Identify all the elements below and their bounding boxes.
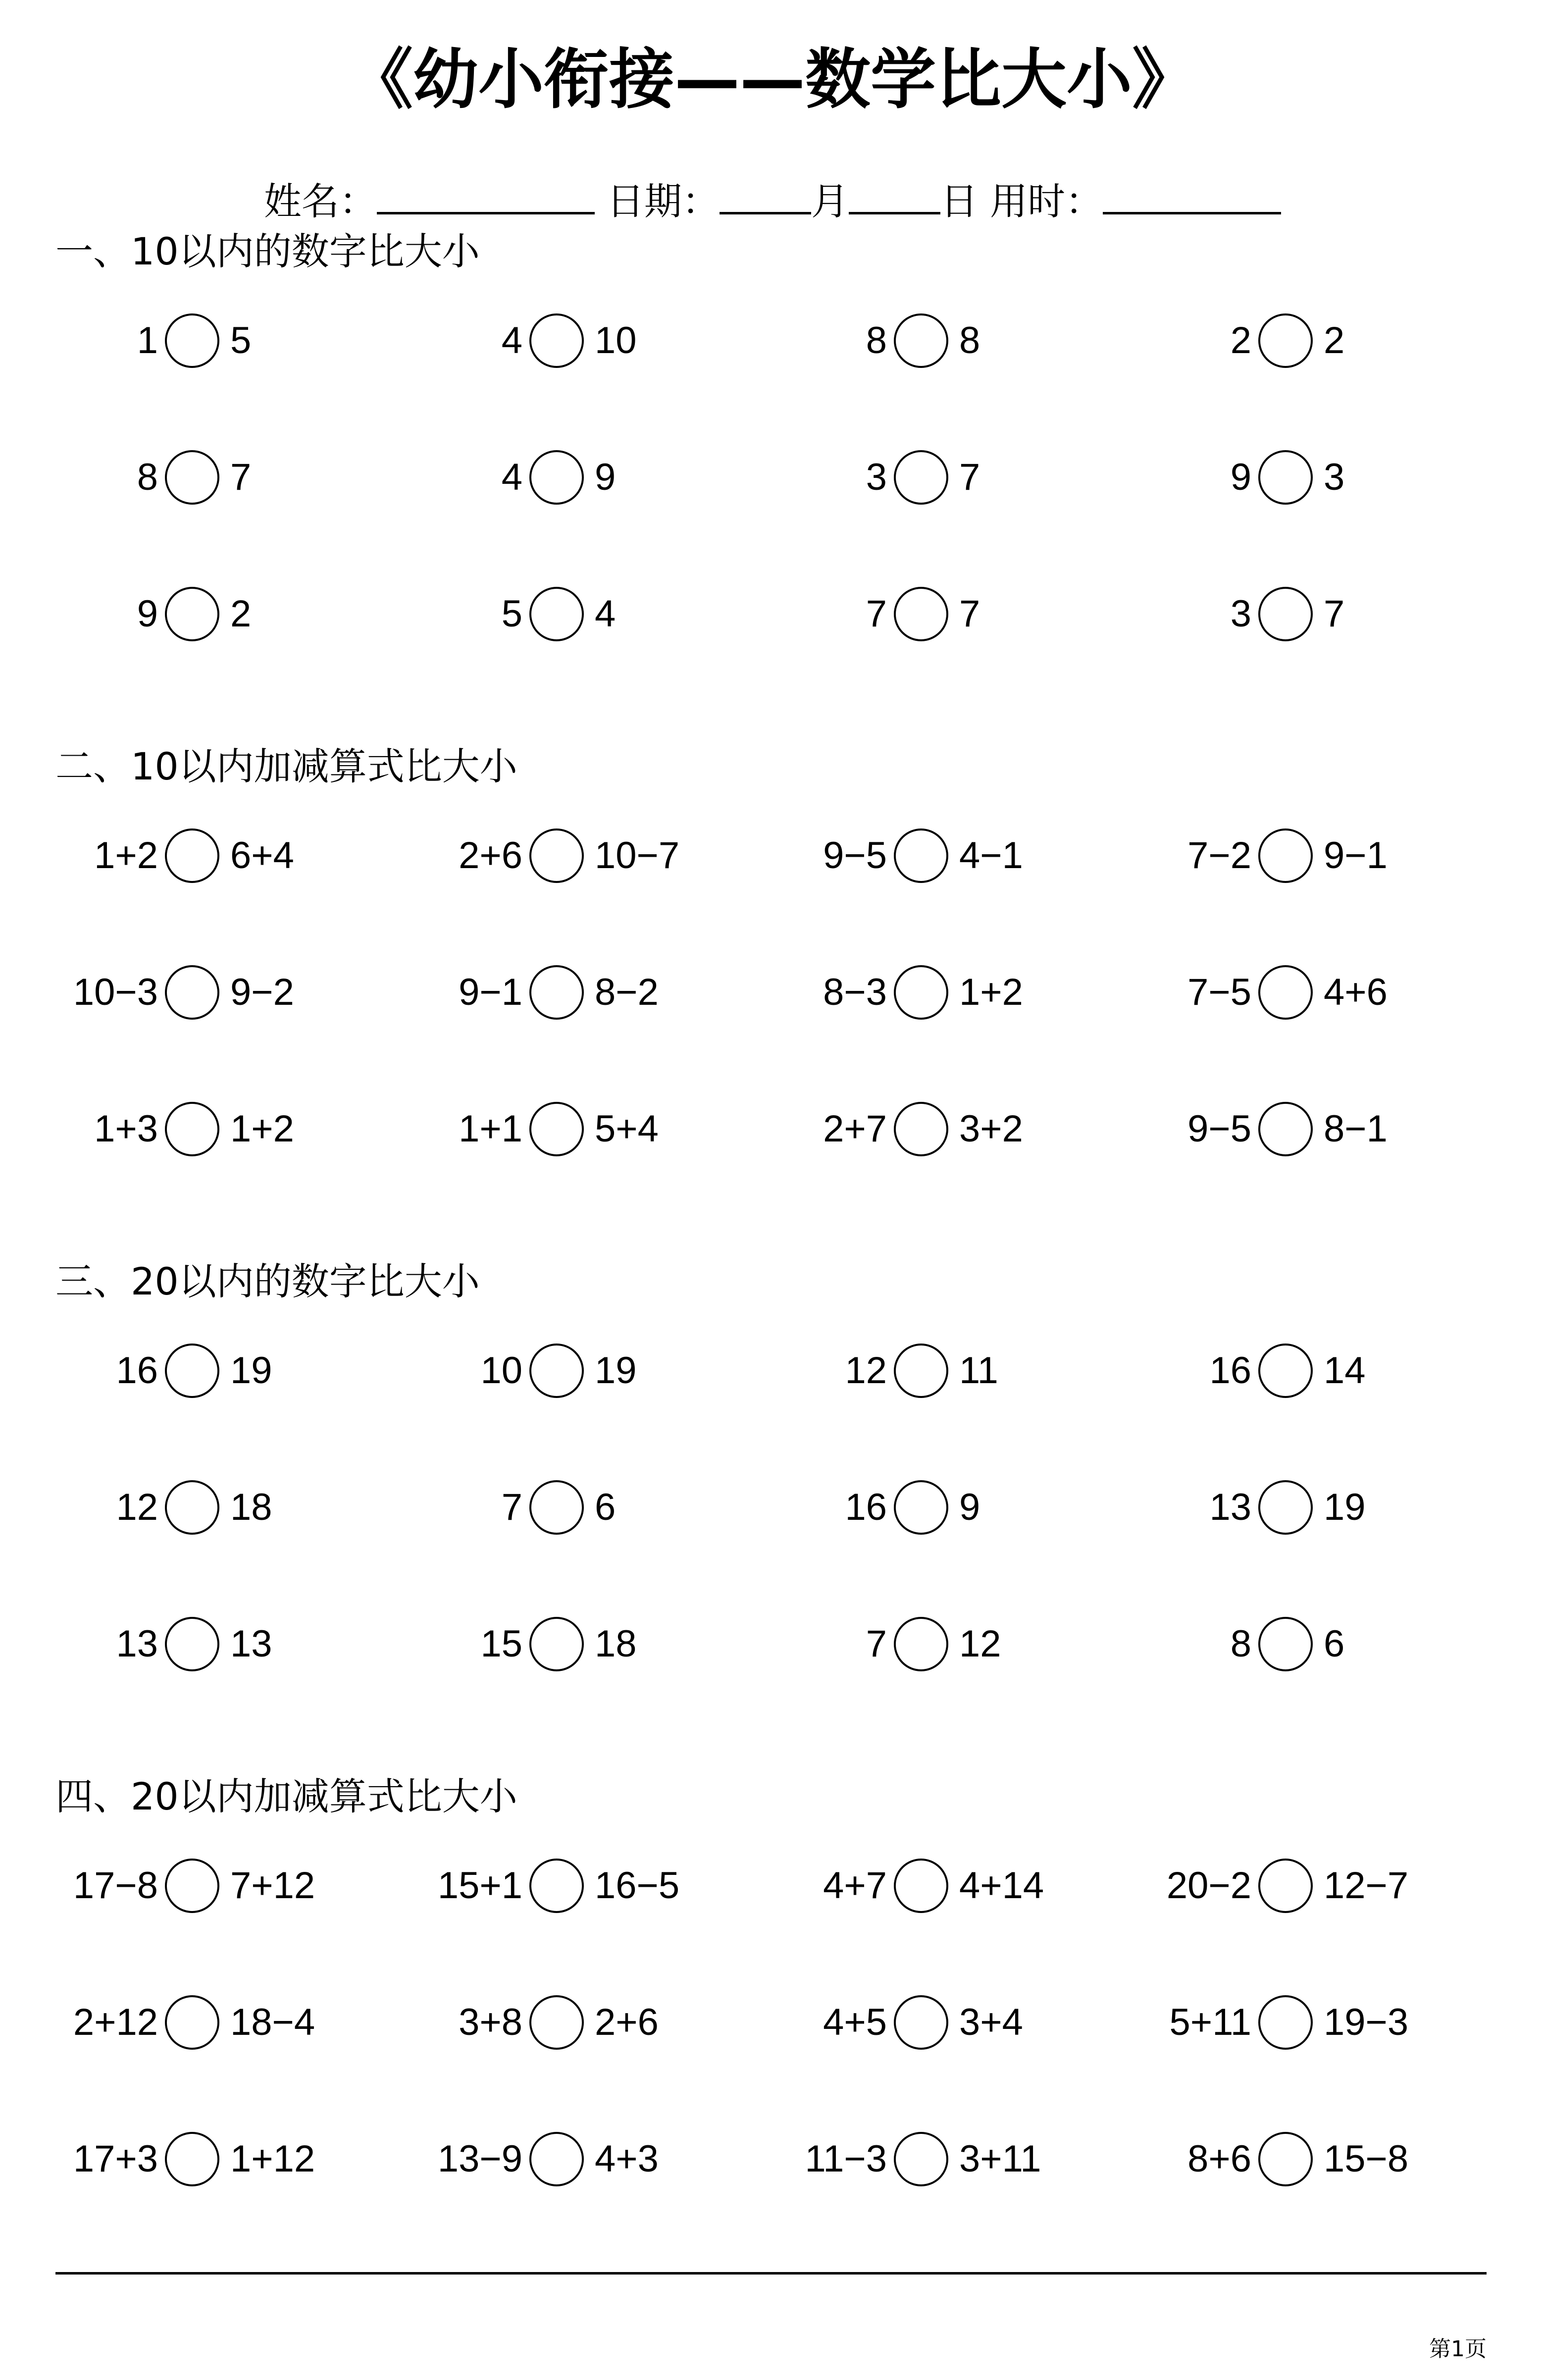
comparison-problem [1200, 1614, 1447, 1674]
answer-circle[interactable] [165, 828, 219, 883]
comparison-problem [835, 1478, 1083, 1537]
answer-circle[interactable] [894, 313, 948, 368]
answer-circle[interactable] [1258, 1995, 1313, 2050]
right-operand: 18 [230, 1486, 272, 1528]
right-operand: 16−5 [595, 1864, 680, 1907]
comparison-problem [471, 311, 719, 370]
right-operand: 3+11 [959, 2138, 1041, 2180]
right-operand: 15−8 [1324, 2138, 1409, 2180]
date-label: 日期： [607, 179, 720, 223]
comparison-problem [835, 448, 1083, 507]
answer-circle[interactable] [1258, 1617, 1313, 1671]
comparison-problem [1166, 1856, 1447, 1915]
comparison-problem [106, 1341, 354, 1400]
right-operand: 4+6 [1324, 971, 1388, 1013]
left-operand: 10 [480, 1349, 522, 1392]
left-operand: 5+11 [1169, 2001, 1251, 2043]
comparison-problem [73, 963, 354, 1022]
comparison-problem [471, 584, 719, 644]
left-operand: 9 [137, 593, 158, 635]
left-operand: 8 [866, 319, 887, 362]
answer-circle[interactable] [894, 828, 948, 883]
comparison-problem [835, 1614, 1083, 1674]
comparison-problem [106, 584, 354, 644]
comparison-problem [1187, 826, 1447, 885]
time-blank[interactable] [1103, 177, 1281, 214]
left-operand: 13 [1209, 1486, 1251, 1528]
right-operand: 2 [230, 593, 252, 635]
comparison-problem [823, 1993, 1083, 2052]
right-operand: 4 [595, 593, 616, 635]
right-operand: 11 [959, 1349, 998, 1392]
comparison-problem [1200, 1341, 1447, 1400]
right-operand: 9−2 [230, 971, 294, 1013]
right-operand: 3+4 [959, 2001, 1023, 2043]
left-operand: 16 [1209, 1349, 1251, 1392]
month-blank[interactable] [720, 177, 811, 214]
answer-circle[interactable] [894, 965, 948, 1020]
answer-circle[interactable] [529, 2132, 584, 2186]
answer-circle[interactable] [165, 1859, 219, 1913]
left-operand: 8 [1230, 1623, 1251, 1665]
answer-circle[interactable] [165, 587, 219, 641]
right-operand: 9−1 [1324, 834, 1388, 877]
right-operand: 19 [230, 1349, 272, 1392]
comparison-problem [1187, 1099, 1447, 1159]
right-operand: 8 [959, 319, 980, 362]
left-operand: 12 [845, 1349, 887, 1392]
right-operand: 18−4 [230, 2001, 315, 2043]
footer-divider [55, 2272, 1487, 2275]
comparison-problem [73, 1993, 354, 2052]
right-operand: 7 [959, 456, 980, 498]
right-operand: 10 [595, 319, 637, 362]
right-operand: 19 [1324, 1486, 1366, 1528]
answer-circle[interactable] [1258, 587, 1313, 641]
answer-circle[interactable] [165, 1617, 219, 1671]
section-title: 三、20以内的数字比大小 [55, 1259, 480, 1303]
answer-circle[interactable] [894, 1995, 948, 2050]
comparison-problem [459, 963, 719, 1022]
answer-circle[interactable] [165, 1995, 219, 2050]
right-operand: 5+4 [595, 1108, 659, 1150]
answer-circle[interactable] [1258, 1102, 1313, 1156]
right-operand: 12−7 [1324, 1864, 1409, 1907]
left-operand: 1+1 [459, 1108, 522, 1150]
answer-circle[interactable] [1258, 450, 1313, 505]
right-operand: 9 [959, 1486, 980, 1528]
time-label: 用时： [990, 179, 1103, 223]
answer-circle[interactable] [894, 2132, 948, 2186]
comparison-problem [471, 1478, 719, 1537]
answer-circle[interactable] [894, 450, 948, 505]
comparison-problem [459, 826, 719, 885]
right-operand: 2 [1324, 319, 1345, 362]
left-operand: 15+1 [437, 1864, 522, 1907]
right-operand: 4+14 [959, 1864, 1044, 1907]
left-operand: 7 [866, 1623, 887, 1665]
comparison-problem [1169, 1993, 1447, 2052]
answer-circle[interactable] [529, 1995, 584, 2050]
right-operand: 1+12 [230, 2138, 315, 2180]
left-operand: 9−5 [1187, 1108, 1251, 1150]
answer-circle[interactable] [165, 313, 219, 368]
answer-circle[interactable] [529, 1617, 584, 1671]
comparison-problem [459, 1099, 719, 1159]
comparison-problem [437, 2129, 719, 2189]
comparison-problem [94, 826, 354, 885]
left-operand: 4+5 [823, 2001, 887, 2043]
name-blank[interactable] [377, 177, 595, 214]
left-operand: 17+3 [73, 2138, 158, 2180]
right-operand: 13 [230, 1623, 272, 1665]
comparison-problem [73, 1856, 354, 1915]
comparison-problem [1200, 311, 1447, 370]
section-title: 二、10以内加减算式比大小 [55, 744, 517, 788]
section-title: 一、10以内的数字比大小 [55, 229, 480, 273]
left-operand: 7−2 [1187, 834, 1251, 877]
left-operand: 3+8 [459, 2001, 522, 2043]
right-operand: 6 [595, 1486, 616, 1528]
left-operand: 2+6 [459, 834, 522, 877]
left-operand: 11−3 [805, 2138, 887, 2180]
left-operand: 8−3 [823, 971, 887, 1013]
answer-circle[interactable] [894, 1344, 948, 1398]
answer-circle[interactable] [165, 1480, 219, 1535]
left-operand: 16 [116, 1349, 158, 1392]
right-operand: 7 [230, 456, 252, 498]
left-operand: 3 [866, 456, 887, 498]
page-number: 第1页 [1429, 2336, 1487, 2362]
right-operand: 8−2 [595, 971, 659, 1013]
comparison-problem [106, 1478, 354, 1537]
answer-circle[interactable] [529, 1480, 584, 1535]
right-operand: 4+3 [595, 2138, 659, 2180]
answer-circle[interactable] [165, 450, 219, 505]
right-operand: 9 [595, 456, 616, 498]
comparison-problem [106, 1614, 354, 1674]
comparison-problem [471, 448, 719, 507]
right-operand: 10−7 [595, 834, 680, 877]
right-operand: 19 [595, 1349, 637, 1392]
right-operand: 6+4 [230, 834, 294, 877]
left-operand: 1+2 [94, 834, 158, 877]
right-operand: 5 [230, 319, 252, 362]
left-operand: 7−5 [1187, 971, 1251, 1013]
left-operand: 5 [501, 593, 522, 635]
comparison-problem [471, 1614, 719, 1674]
comparison-problem [437, 1856, 719, 1915]
left-operand: 4 [501, 319, 522, 362]
right-operand: 6 [1324, 1623, 1345, 1665]
right-operand: 2+6 [595, 2001, 659, 2043]
comparison-problem [1187, 963, 1447, 1022]
right-operand: 3+2 [959, 1108, 1023, 1150]
answer-circle[interactable] [894, 1859, 948, 1913]
answer-circle[interactable] [894, 1617, 948, 1671]
comparison-problem [1200, 448, 1447, 507]
answer-circle[interactable] [529, 587, 584, 641]
left-operand: 3 [1230, 593, 1251, 635]
comparison-problem [835, 584, 1083, 644]
answer-circle[interactable] [165, 1344, 219, 1398]
answer-circle[interactable] [165, 2132, 219, 2186]
left-operand: 2 [1230, 319, 1251, 362]
comparison-problem [73, 2129, 354, 2189]
answer-circle[interactable] [1258, 1344, 1313, 1398]
answer-circle[interactable] [529, 1102, 584, 1156]
answer-circle[interactable] [1258, 313, 1313, 368]
left-operand: 7 [866, 593, 887, 635]
section-title: 四、20以内加减算式比大小 [55, 1774, 517, 1818]
answer-circle[interactable] [1258, 828, 1313, 883]
name-label: 姓名： [263, 179, 377, 223]
left-operand: 17−8 [73, 1864, 158, 1907]
left-operand: 20−2 [1166, 1864, 1251, 1907]
left-operand: 13−9 [437, 2138, 522, 2180]
answer-circle[interactable] [894, 1102, 948, 1156]
answer-circle[interactable] [1258, 965, 1313, 1020]
right-operand: 1+2 [230, 1108, 294, 1150]
answer-circle[interactable] [1258, 2132, 1313, 2186]
answer-circle[interactable] [1258, 1480, 1313, 1535]
right-operand: 3 [1324, 456, 1345, 498]
left-operand: 10−3 [73, 971, 158, 1013]
comparison-problem [835, 311, 1083, 370]
left-operand: 9 [1230, 456, 1251, 498]
right-operand: 8−1 [1324, 1108, 1388, 1150]
month-label: 月 [811, 179, 849, 223]
right-operand: 7+12 [230, 1864, 315, 1907]
right-operand: 18 [595, 1623, 637, 1665]
answer-circle[interactable] [529, 965, 584, 1020]
left-operand: 12 [116, 1486, 158, 1528]
comparison-problem [823, 826, 1083, 885]
right-operand: 4−1 [959, 834, 1023, 877]
comparison-problem [459, 1993, 719, 2052]
day-blank[interactable] [849, 177, 940, 214]
comparison-problem [1187, 2129, 1447, 2189]
left-operand: 13 [116, 1623, 158, 1665]
student-info [0, 177, 1545, 223]
answer-circle[interactable] [529, 313, 584, 368]
left-operand: 1 [137, 319, 158, 362]
answer-circle[interactable] [1258, 1859, 1313, 1913]
left-operand: 7 [501, 1486, 522, 1528]
right-operand: 19−3 [1324, 2001, 1409, 2043]
left-operand: 4+7 [823, 1864, 887, 1907]
left-operand: 15 [480, 1623, 522, 1665]
left-operand: 9−1 [459, 971, 522, 1013]
left-operand: 2+12 [73, 2001, 158, 2043]
comparison-problem [823, 1099, 1083, 1159]
left-operand: 1+3 [94, 1108, 158, 1150]
answer-circle[interactable] [529, 828, 584, 883]
answer-circle[interactable] [529, 1859, 584, 1913]
comparison-problem [823, 963, 1083, 1022]
comparison-problem [106, 448, 354, 507]
answer-circle[interactable] [165, 965, 219, 1020]
comparison-problem [1200, 1478, 1447, 1537]
right-operand: 1+2 [959, 971, 1023, 1013]
left-operand: 8+6 [1187, 2138, 1251, 2180]
answer-circle[interactable] [529, 450, 584, 505]
comparison-problem [823, 1856, 1083, 1915]
day-label: 日 [940, 179, 978, 223]
answer-circle[interactable] [894, 587, 948, 641]
answer-circle[interactable] [529, 1344, 584, 1398]
left-operand: 9−5 [823, 834, 887, 877]
left-operand: 4 [501, 456, 522, 498]
comparison-problem [106, 311, 354, 370]
right-operand: 12 [959, 1623, 1001, 1665]
answer-circle[interactable] [894, 1480, 948, 1535]
right-operand: 7 [1324, 593, 1345, 635]
answer-circle[interactable] [165, 1102, 219, 1156]
worksheet-title: 《幼小衔接——数学比大小》 [348, 42, 1197, 118]
comparison-problem [1200, 584, 1447, 644]
right-operand: 7 [959, 593, 980, 635]
comparison-problem [471, 1341, 719, 1400]
comparison-problem [805, 2129, 1083, 2189]
comparison-problem [94, 1099, 354, 1159]
comparison-problem [835, 1341, 1083, 1400]
left-operand: 16 [845, 1486, 887, 1528]
left-operand: 8 [137, 456, 158, 498]
right-operand: 14 [1324, 1349, 1366, 1392]
left-operand: 2+7 [823, 1108, 887, 1150]
